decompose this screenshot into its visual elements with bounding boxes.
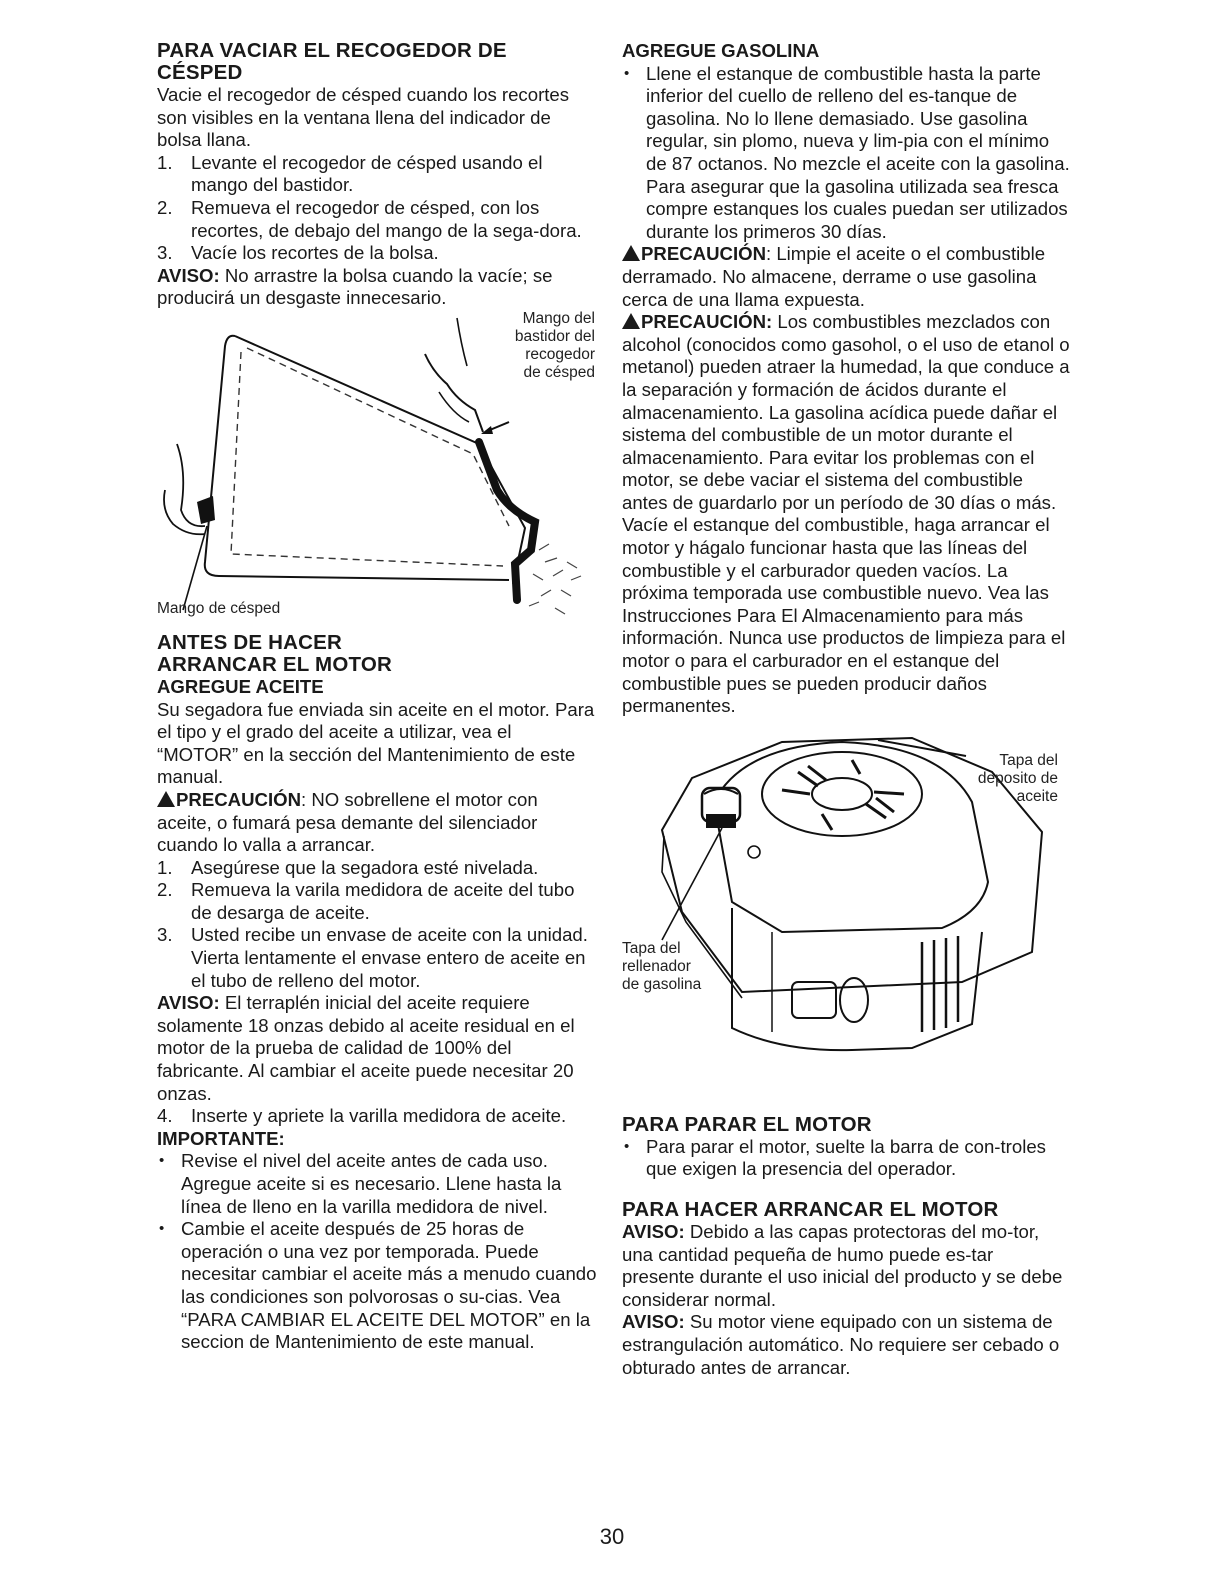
engine-figure [622,732,1070,1100]
caution-note [157,789,597,857]
callout-fuel-cap: Tapa del rellenador de gasolina [622,939,702,993]
list-item [157,152,597,197]
list-item [157,857,597,880]
aviso-text: No arrastre la bolsa cuando la vacíe; se producirá un desgaste innecesario. [157,264,553,309]
callout-frame-handle: Mango del bastidor del recogedor de césped [514,309,595,381]
aviso-note [157,265,597,310]
step-number: 2. [157,196,173,218]
bullet-list [157,1150,597,1353]
step-text: Levante el recogedor de césped usando el mango del bastidor. [191,151,543,196]
step-number: 3. [157,924,173,946]
caution-text: Los combustibles mezclados con alcohol (conocidos como gasohol, o el uso de etanol o metanol) pueden atraer la humedad, la que conduce a la separación y formación de ácidos durante el almacenamiento. La gasolina acídica puede dañar el sistema del combustible de un motor durante el almacenamiento. Para evitar los problemas con el motor, se debe vaciar el sistema del combustible antes de guardarlo por un período de 30 días o más. Vacíe el estanque del combustible, haga arrancar el motor y hágalo funcionar hasta que las líneas del combustible y el carburador queden vacíos. La próxima temporada use combustible nuevo. Vea las Instrucciones Para El Almacenamiento para más información. Nunca use productos de limpieza para el motor o para el carburador en el estanque del combustible pues se pueden producir daños permanentes. [622,311,1070,717]
step-number: 2. [157,879,173,901]
callout-oil-cap: Tapa del deposito de aceite [977,751,1058,805]
steps-list [157,1105,597,1128]
title-line: CÉSPED [157,61,243,84]
aviso-note [622,1221,1070,1311]
list-item [157,924,597,992]
grass-catcher-figure [157,309,597,624]
caution-note [622,311,1070,718]
caution-label: PRECAUCIÓN: [641,311,773,333]
title-line: ANTES DE HACER [157,630,343,654]
caution-text: : NO sobrellene el motor con aceite, o fumará pesa demante del silenciador cuando lo valla a arrancar. [157,788,538,856]
right-column [622,40,1070,1379]
aviso-label: AVISO: [157,992,220,1014]
left-column [157,40,597,1354]
step-text: Inserte y apriete la varilla medidora de aceite. [191,1105,567,1127]
section-title-empty-catcher [157,40,597,84]
step-number: 3. [157,242,173,264]
caution-label: PRECAUCIÓN [176,788,301,810]
aviso-label: AVISO: [622,1221,685,1242]
aviso-text: Su motor viene equipado con un sistema de estrangulación automático. No requiere ser cebado o obturado antes de arrancar. [622,1311,1060,1378]
list-item [157,879,597,924]
step-number: 1. [157,856,173,878]
step-number: 4. [157,1105,173,1127]
subheading-add-gas: AGREGUE GASOLINA [622,40,820,61]
list-item [157,1105,597,1128]
page-number: 30 [599,1524,625,1549]
intro-paragraph: Vacie el recogedor de césped cuando los recortes son visibles en la ventana llena del indicador de bolsa llana. [157,84,570,151]
callout-grass-handle: Mango de césped [157,599,281,617]
aviso-text: Debido a las capas protectoras del mo-tor, una cantidad pequeña de humo puede es-tar presente durante el uso inicial del producto y se debe considerar normal. [622,1221,1063,1310]
caution-label: PRECAUCIÓN [641,243,766,265]
list-item: • Revise el nivel del aceite antes de cada uso. Agregue aceite si es necesario. Llene hasta la línea de lleno en la varilla medidora de nivel. [157,1150,597,1218]
aviso-label: AVISO: [622,1311,685,1333]
subheading-add-oil: AGREGUE ACEITE [157,675,324,697]
list-item [157,197,597,242]
title-line: ARRANCAR EL MOTOR [157,652,392,676]
caution-note [622,243,1070,311]
aviso-text: El terraplén inicial del aceite requiere solamente 18 onzas debido al aceite residual en el motor de la prueba de calidad de 100% del fabricante. Al cambiar el aceite puede necesitar 20 onzas. [157,992,575,1104]
step-text: Vacíe los recortes de la bolsa. [191,242,439,264]
list-item: • Cambie el aceite después de 25 horas de operación o una vez por temporada. Puede necesitar cambiar el aceite más a menudo cuando las condiciones son polvorosas o su-cias. Vea “PARA CAMBIAR EL ACEITE DEL MOTOR” en la seccion de Mantenimiento de este manual. [157,1218,597,1354]
intro-paragraph: Su segadora fue enviada sin aceite en el motor. Para el tipo y el grado del aceite a utilizar, vea el “MOTOR” en la sección del Mantenimiento de este manual. [157,698,595,788]
step-text: Usted recibe un envase de aceite con la unidad. Vierta lentamente el envase entero de aceite en el tubo de relleno del motor. [191,924,588,991]
bullet-list [622,63,1070,244]
important-label: IMPORTANTE: [157,1127,285,1149]
warning-triangle-icon [157,791,175,807]
step-text: Remueva el recogedor de césped, con los recortes, de debajo del mango de la sega-dora. [191,196,582,241]
aviso-note [622,1311,1070,1379]
bullet-list [622,1136,1070,1181]
list-item: • Para parar el motor, suelte la barra de con-troles que exigen la presencia del operador. [622,1136,1070,1181]
aviso-note [157,992,597,1105]
list-item [157,242,597,265]
aviso-label: AVISO: [157,264,220,286]
section-title-start-engine: PARA HACER ARRANCAR EL MOTOR [622,1198,999,1221]
list-item: • Llene el estanque de combustible hasta la parte inferior del cuello de relleno del es-tanque de gasolina. No lo llene demasiado. Use gasolina regular, sin plomo, nueva y lim-pia con el mínimo de 87 octanos. No mezcle el aceite con la gasolina. Para asegurar que la gasolina utilizada sea fresca compre estanques los cuales puedan ser utilizados durante los primeros 30 días. [622,63,1070,244]
warning-triangle-icon [622,313,640,329]
step-number: 1. [157,151,173,173]
warning-triangle-icon [622,245,640,261]
caution-text: : Limpie el aceite o el combustible derramado. No almacene, derrame o use gasolina cerca de una llama expuesta. [622,243,1046,310]
steps-list [157,857,597,993]
section-title-stop-engine: PARA PARAR EL MOTOR [622,1112,872,1136]
step-text: Remueva la varila medidora de aceite del tubo de desarga de aceite. [191,879,575,923]
section-title-before-start [157,632,597,676]
steps-list [157,152,597,265]
title-line: PARA VACIAR EL RECOGEDOR DE [157,39,507,62]
step-text: Asegúrese que la segadora esté nivelada. [191,856,539,878]
